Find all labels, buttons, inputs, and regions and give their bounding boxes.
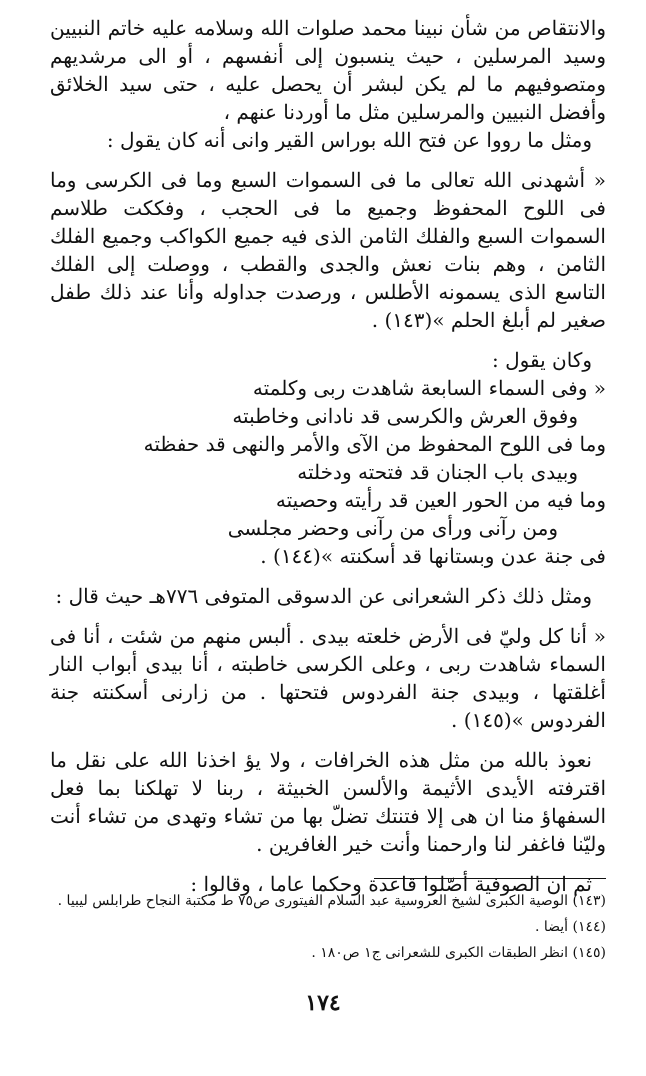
footnote-144: (١٤٤) أيضا . <box>534 919 606 935</box>
paragraph-poem-intro: وكان يقول : <box>492 348 592 372</box>
footnotes <box>50 888 606 966</box>
footnote-145: (١٤٥) انظر الطبقات الكبرى للشعرانى ج١ ص١٨٠ . <box>311 945 606 961</box>
poem-line: « وفى السماء السابعة شاهدت ربى وكلمته <box>252 376 606 400</box>
poem <box>50 374 606 570</box>
poem-line: ومن رآنى ورأى من رآنى وحضر مجلسى <box>227 516 558 540</box>
paragraph-dasuqi-intro: ومثل ذلك ذكر الشعرانى عن الدسوقى المتوفى ٧٧٦هـ حيث قال : <box>55 584 592 608</box>
paragraph-bourras-intro: ومثل ما رووا عن فتح الله بوراس القير وانى أنه كان يقول : <box>106 128 592 152</box>
footnote-143: (١٤٣) الوصية الكبرى لشيخ العروسية عبد السلام الفيتورى ص٧٥ ط مكتبة النجاح طرابلس ليبيا . <box>57 893 606 909</box>
poem-line: فى جنة عدن وبستانها قد أسكنته »(١٤٤) . <box>260 544 606 568</box>
quote-bourras: « أشهدنى الله تعالى ما فى السموات السبع وما فى الكرسى وما فى اللوح المحفوظ وجميع ما فى الحجب ، وفككت طلاسم السموات السبع والفلك الثامن الذى فيه جميع الكواكب وجميع الفلك الثامن ، وهم بنات نعش والجدى والقطب ، ووصلت إلى الفلك التاسع الذى يسمونه الأطلس ، ورصدت جداوله وأنا عند ذلك طفل صغير لم أبلغ الحلم »(١٤٣) . <box>50 168 606 332</box>
paragraph-conclusion: ثم ان الصوفية أصّلوا قاعدة وحكما عاما ، وقالوا : <box>190 872 592 896</box>
main-text <box>50 14 606 898</box>
footnote-divider <box>374 878 606 879</box>
poem-line: وفوق العرش والكرسى قد نادانى وخاطبته <box>232 404 578 428</box>
poem-line: وما فى اللوح المحفوظ من الآى والأمر والنهى قد حفظته <box>143 432 606 456</box>
page-number: ١٧٤ <box>305 990 341 1016</box>
paragraph-refuge: نعوذ بالله من مثل هذه الخرافات ، ولا يؤ اخذنا الله على نقل ما اقترفته الأيدى الأثيمة والألسن الخبيثة ، ربنا لا تهلكنا بما فعل السفهاؤ منا ان هى إلا فتنتك تضلّ بها من تشاء وتهدى من تشاء أنت وليّنا فاغفر لنا وارحمنا وأنت خير الغافرين . <box>50 748 606 856</box>
poem-line: وما فيه من الحور العين قد رأيته وحصيته <box>275 488 606 512</box>
paragraph-intro: والانتقاص من شأن نبينا محمد صلوات الله وسلامه عليه خاتم النبيين وسيد المرسلين ، حيث ينسبون إلى أنفسهم ، أو الى مرشديهم ومتصوفيهم ما لم يكن لبشر أن يحصل عليه ، حتى سيد الخلائق وأفضل النبيين والمرسلين مثل ما أوردنا عنهم ، <box>50 16 606 124</box>
poem-line: وبيدى باب الجنان قد فتحته ودخلته <box>297 460 578 484</box>
quote-dasuqi: « أنا كل وليّ فى الأرض خلعته بيدى . ألبس منهم من شئت ، أنا فى السماء شاهدت ربى ، وعلى الكرسى خاطبته ، أنا بيدى أبواب النار أغلقتها ، وبيدى جنة الفردوس فتحتها . من زارنى أسكنته جنة الفردوس »(١٤٥) . <box>50 624 606 732</box>
